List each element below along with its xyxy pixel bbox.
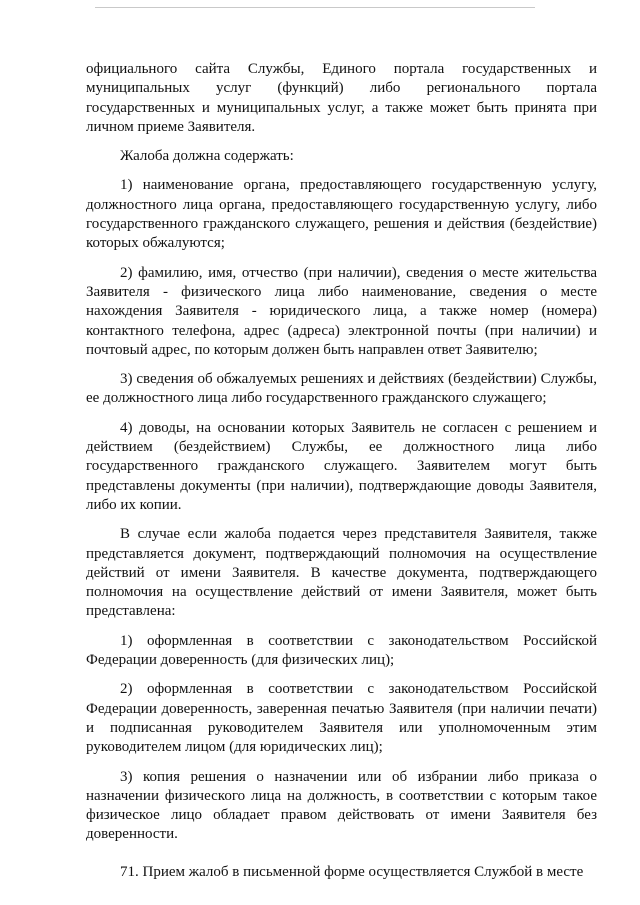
paragraph-item-1: 1) наименование органа, предоставляющего государственную услугу, должностного лица органа, предоставляющего государственную услугу, либо государственного гражданского служащего, решения и действия (бездействие) которых обжалуются;: [86, 177, 597, 252]
paragraph-representative: В случае если жалоба подается через представителя Заявителя, также представляется документ, подтверждающий полномочия на осуществление действий от имени Заявителя. В качестве документа, подтверждающего полномочия на осуществление действий от имени Заявителя, может быть представлена:: [86, 526, 597, 620]
paragraph-item-3: 3) сведения об обжалуемых решениях и действиях (бездействии) Службы, ее должностного лица либо государственного гражданского служащего;: [86, 371, 597, 407]
paragraph-portal-continuation: официального сайта Службы, Единого портала государственных и муниципальных услуг (функций) либо регионального портала государственных и муниципальных услуг, а также может быть принята при личном приеме Заявителя.: [86, 61, 597, 135]
page-top-edge: [95, 7, 535, 8]
paragraph-complaint-contents-intro: Жалоба должна содержать:: [120, 148, 294, 165]
paragraph-item-2: 2) фамилию, имя, отчество (при наличии), сведения о месте жительства Заявителя - физического лица либо наименование, сведения о месте нахождения Заявителя - юридического лица, а также номер (номера) контактного телефона, адрес (адреса) электронной почты (при наличии) и почтовый адрес, по которым должен быть направлен ответ Заявителю;: [86, 264, 597, 358]
paragraph-71: 71. Прием жалоб в письменной форме осуществляется Службой в месте: [120, 863, 584, 880]
paragraph-doc-3: 3) копия решения о назначении или об избрании либо приказа о назначении физического лица на должность, в соответствии с которым такое физическое лицо обладает правом действовать от имени Заявителя без доверенности.: [86, 768, 597, 843]
paragraph-item-4: 4) доводы, на основании которых Заявитель не согласен с решением и действием (бездействием) Службы, ее должностного лица либо государственного гражданского служащего. Заявителем могут быть представлены документы (при наличии), подтверждающие доводы Заявителя, либо их копии.: [86, 419, 597, 513]
document-body: [86, 60, 597, 882]
paragraph-doc-2: 2) оформленная в соответствии с законодательством Российской Федерации доверенность, заверенная печатью Заявителя (при наличии печати) и подписанная руководителем Заявителя или уполномоченным этим руководителем лицом (для юридических лиц);: [86, 681, 597, 756]
paragraph-doc-1: 1) оформленная в соответствии с законодательством Российской Федерации доверенность (для физических лиц);: [86, 632, 597, 669]
